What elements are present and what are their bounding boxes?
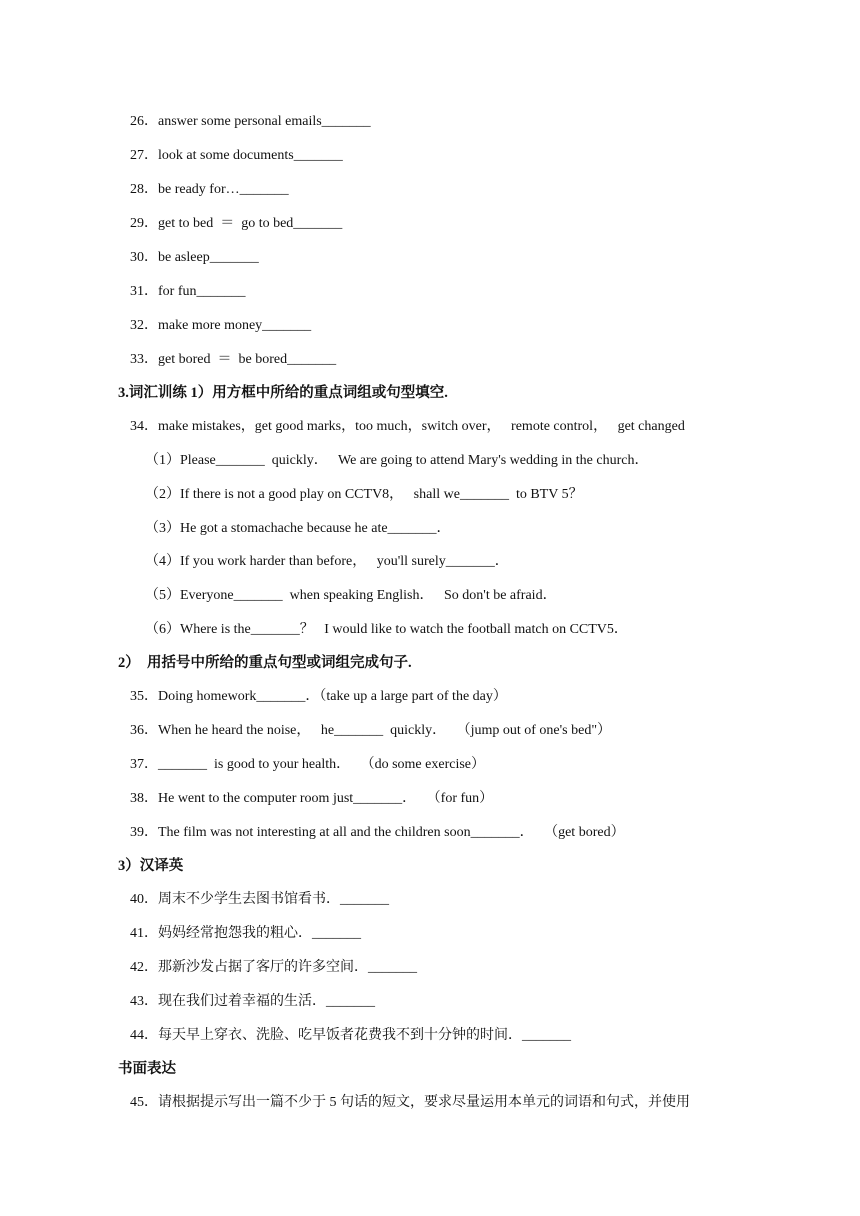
question-44: 44．每天早上穿衣、洗脸、吃早饭者花费我不到十分钟的时间．_______ — [130, 1028, 571, 1043]
question-36: 36．When he heard the noise， he_______ quickly． （jump out of one's bed"） — [130, 723, 612, 738]
question-30: 30．be asleep_______ — [130, 250, 259, 265]
question-34-4: （4）If you work harder than before， you'll surely_______． — [145, 554, 509, 569]
question-34-3: （3）He got a stomachache because he ate_______． — [145, 521, 451, 536]
question-37: 37．_______ is good to your health． （do some exercise） — [130, 757, 486, 772]
question-40: 40．周末不少学生去图书馆看书．_______ — [130, 892, 389, 907]
question-41: 41．妈妈经常抱怨我的粗心．_______ — [130, 926, 361, 941]
question-34-6: （6）Where is the_______？ I would like to watch the football match on CCTV5． — [145, 622, 628, 637]
question-34-1: （1）Please_______ quickly． We are going to attend Mary's wedding in the church． — [145, 453, 649, 468]
question-38: 38．He went to the computer room just_______． （for fun） — [130, 791, 494, 806]
question-34-2: （2）If there is not a good play on CCTV8， shall we_______ to BTV 5？ — [145, 487, 583, 502]
question-27: 27．look at some documents_______ — [130, 148, 343, 163]
question-33: 33．get bored ＝ be bored_______ — [130, 352, 337, 367]
question-43: 43．现在我们过着幸福的生活．_______ — [130, 994, 375, 1009]
question-42: 42．那新沙发占据了客厅的许多空间．_______ — [130, 960, 417, 975]
question-32: 32．make more money_______ — [130, 318, 312, 333]
question-35: 35．Doing homework_______．（take up a large part of the day） — [130, 689, 507, 704]
question-39: 39．The film was not interesting at all and the children soon_______． （get bored） — [130, 825, 625, 840]
question-34-word-box: 34．make mistakes，get good marks，too much，switch over， remote control， get changed — [130, 419, 685, 434]
question-31: 31．for fun_______ — [130, 284, 246, 299]
section-writing-heading: 书面表达 — [118, 1061, 176, 1077]
question-34-5: （5）Everyone_______ when speaking English． So don't be afraid． — [145, 588, 557, 603]
section-translation-heading: 3）汉译英 — [118, 858, 184, 874]
question-45: 45．请根据提示写出一篇不少于 5 句话的短文，要求尽量运用本单元的词语和句式，并使用 — [130, 1095, 690, 1110]
section-vocab-heading: 3.词汇训练 1）用方框中所给的重点词组或句型填空. — [118, 385, 448, 401]
question-26: 26．answer some personal emails_______ — [130, 114, 371, 129]
section-complete-heading: 2） 用括号中所给的重点句型或词组完成句子. — [118, 655, 412, 671]
question-29: 29．get to bed ＝ go to bed_______ — [130, 216, 343, 231]
question-28: 28．be ready for…_______ — [130, 182, 289, 197]
